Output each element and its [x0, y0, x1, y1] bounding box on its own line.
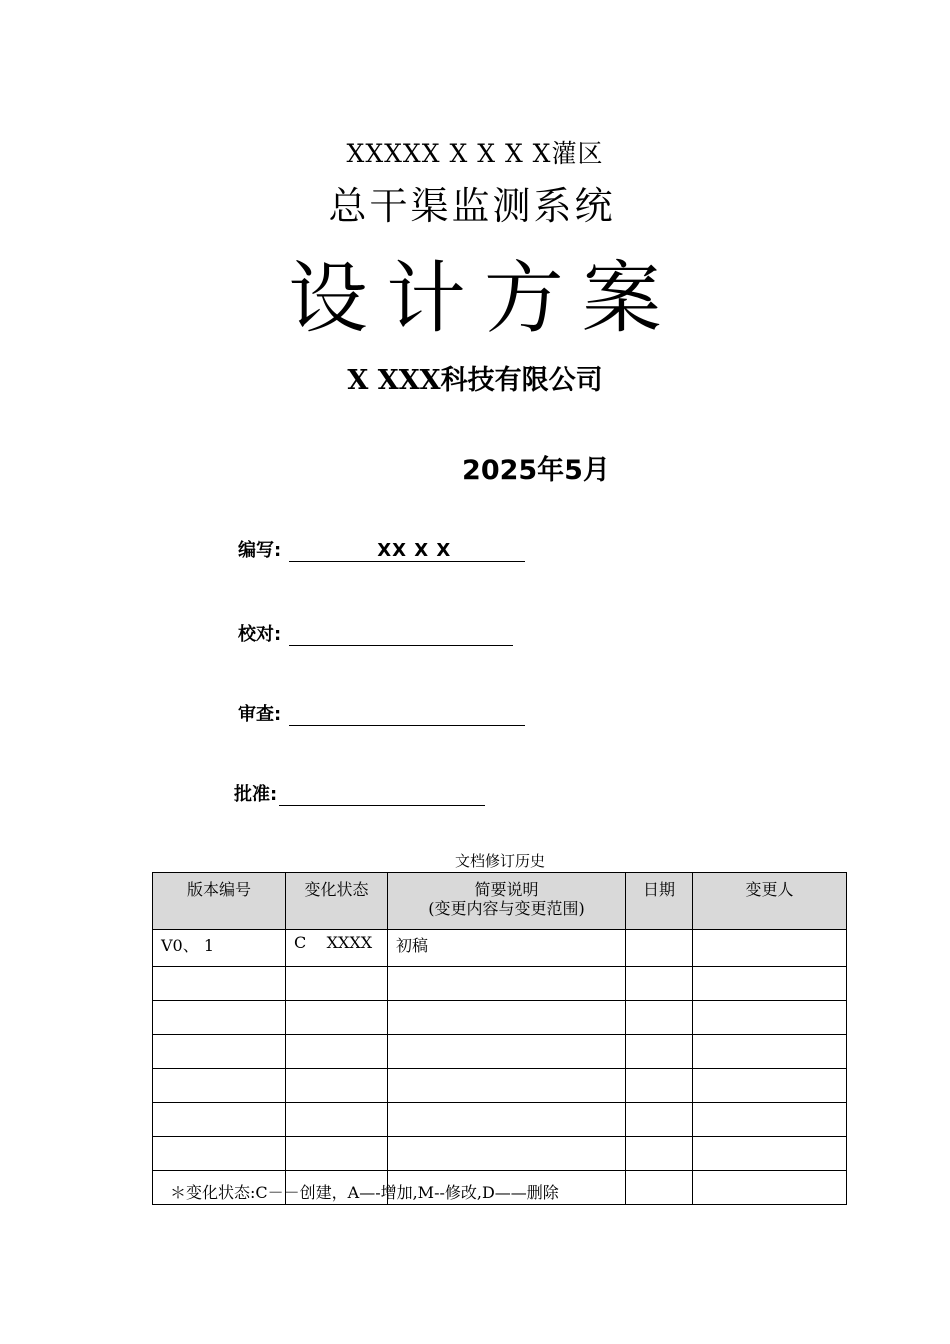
cell-summary — [388, 1035, 626, 1069]
cell-summary — [388, 967, 626, 1001]
cell-status — [286, 1103, 388, 1137]
cell-changer — [693, 1171, 847, 1205]
cell-status — [286, 1035, 388, 1069]
author-row — [238, 536, 525, 562]
cell-version — [153, 1137, 286, 1171]
cell-date — [626, 1001, 693, 1035]
header-summary-line1: 简要说明 — [474, 880, 539, 899]
proofread-line — [289, 623, 513, 646]
author-label: 编写: — [238, 540, 282, 561]
table-row — [153, 1103, 847, 1137]
proofread-label: 校对: — [238, 624, 282, 645]
table-row — [153, 1035, 847, 1069]
cell-date — [626, 1035, 693, 1069]
cell-date — [626, 1103, 693, 1137]
cell-status: C XXXX — [286, 930, 388, 967]
cell-changer — [693, 967, 847, 1001]
table-header-row — [153, 873, 847, 930]
cell-status — [286, 1069, 388, 1103]
table-row — [153, 930, 847, 967]
cell-changer — [693, 1001, 847, 1035]
table-row — [153, 1001, 847, 1035]
cell-version — [153, 1069, 286, 1103]
table-row — [153, 1137, 847, 1171]
approve-row — [234, 780, 485, 806]
review-label: 审查: — [238, 704, 282, 725]
document-date: 2025年5月 — [462, 455, 610, 486]
cell-summary — [388, 1103, 626, 1137]
cell-date — [626, 1069, 693, 1103]
cell-date — [626, 1171, 693, 1205]
cell-version — [153, 1001, 286, 1035]
author-value: XX X X — [377, 540, 452, 561]
cell-summary — [388, 1137, 626, 1171]
proofread-row — [238, 620, 513, 646]
author-line — [289, 539, 525, 562]
cell-changer — [693, 1103, 847, 1137]
table-row — [153, 1069, 847, 1103]
header-status: 变化状态 — [286, 873, 388, 930]
cell-status — [286, 1001, 388, 1035]
header-summary — [388, 873, 626, 930]
company-name: X XXX科技有限公司 — [347, 365, 603, 396]
cell-changer — [693, 1137, 847, 1171]
header-changer: 变更人 — [693, 873, 847, 930]
cell-date — [626, 930, 693, 967]
cell-version — [153, 967, 286, 1001]
document-title: 设计方案 — [288, 254, 680, 344]
cell-status — [286, 967, 388, 1001]
cell-date — [626, 1137, 693, 1171]
review-line — [289, 703, 525, 726]
cell-version — [153, 1035, 286, 1069]
cell-changer — [693, 930, 847, 967]
cell-summary — [388, 1001, 626, 1035]
cell-changer — [693, 1035, 847, 1069]
project-title-line1: XXXXX X X X X灌区 — [346, 139, 604, 168]
approve-label: 批准: — [234, 784, 278, 805]
cell-date — [626, 967, 693, 1001]
project-title-line2: 总干渠监测系统 — [328, 184, 616, 228]
review-row — [238, 700, 525, 726]
header-date: 日期 — [626, 873, 693, 930]
cell-version — [153, 1103, 286, 1137]
revision-table-caption: 文档修订历史 — [454, 852, 545, 870]
cell-changer — [693, 1069, 847, 1103]
revision-history-table — [152, 872, 847, 1205]
cell-version: V0、 1 — [153, 930, 286, 967]
cell-summary — [388, 1069, 626, 1103]
cell-status — [286, 1137, 388, 1171]
table-row — [153, 967, 847, 1001]
cell-summary: 初稿 — [388, 930, 626, 967]
header-summary-line2: (变更内容与变更范围) — [428, 899, 585, 918]
status-footnote: ＊变化状态:C－－创建，A—-增加,M--修改,D——删除 — [170, 1183, 559, 1202]
header-version: 版本编号 — [153, 873, 286, 930]
approve-line — [279, 783, 485, 806]
